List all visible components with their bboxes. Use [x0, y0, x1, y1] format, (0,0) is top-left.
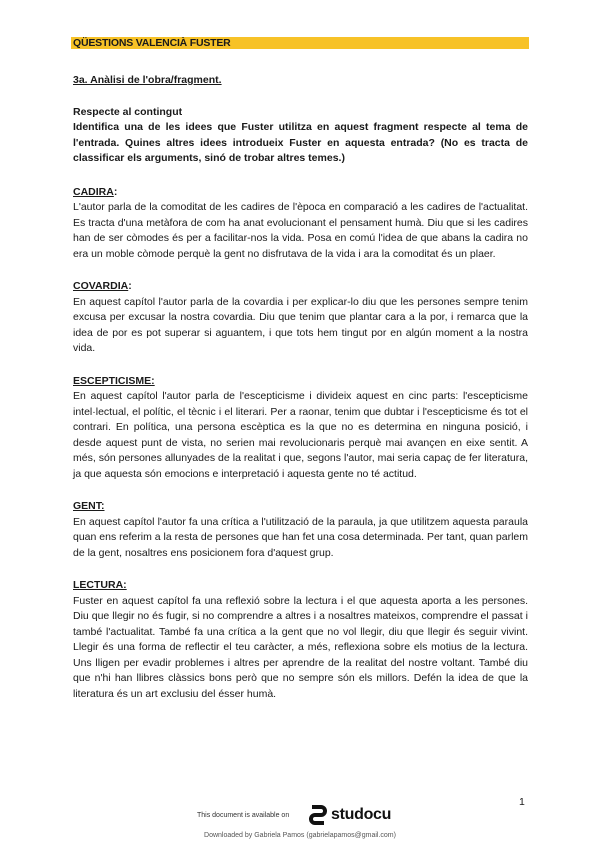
- block-title: [73, 374, 528, 390]
- block-text: L'autor parla de la comoditat de les cadires de l'època en comparació a les cadires de l'actualitat. Es tracta d'una metàfora de com ha anat evolucionant el pensament humà. Diu que si les cadires han de ser còmodes és per a facilitar-nos la vida. Posa en comú l'idea de que abans la cadira no era un moble còmode perquè la gent no disfrutava de la vida i ara la comoditat és un plaer.: [73, 201, 528, 260]
- section-title: 3a. Anàlisi de l'obra/fragment.: [73, 74, 222, 86]
- page-number: 1: [519, 796, 525, 808]
- block-text: Fuster en aquest capítol fa una reflexió sobre la lectura i el que aquesta aporta a les persones. Diu que llegir no és fugir, si no comprendre a altres i a nosaltres mateixos, comprendre el passat i també l'actualitat. També fa una crítica a la gent que no vol llegir, diu que llegir és seguir vivint. Llegir és una forma de reflectir el teu caràcter, a més, reflexiona sobre els motius de la lectura. Uns lligen per evadir problemes i altres per aprendre de la realitat del nostre voltant. També diu que n'hi han llibres clàssics bons però que no sempre són els millors. Defén la idea de que la literatura és un art exclusiu del ésser humà.: [73, 594, 528, 700]
- block-title-suffix: :: [128, 280, 132, 292]
- block-text: En aquest capítol l'autor parla de l'escepticisme i divideix aquest en cinc parts: l'escepticisme intel·lectual, el polític, el tècnic i el literari. Per a raonar, tenim que dubtar i l'escepticisme és tot el contrari. En política, una persona escèptica es la que no es determina en ninguna posició, i desde aquest punt de vista, no serien mai revolucionaris perquè mai avançen en eixe sentit. A més, són persones allunyades de la realitat i que, segons l'autor, mai seria capaç de fer literatura, ja que aquesta són emocions e interpretació i aquesta gente no té actitud.: [73, 390, 528, 480]
- section-question: Identifica una de les idees que Fuster utilitza en aquest fragment respecte al tema de l'entrada. Quines altres idees introdueix Fuster en aquesta entrada? (No es tracta de classificar els arguments, sinó de trobar altres temes.): [73, 121, 528, 164]
- block-covardia: [73, 279, 528, 357]
- block-title: [73, 279, 528, 295]
- block-title-text: ESCEPTICISME:: [73, 374, 155, 387]
- block-title: [73, 578, 528, 594]
- document-title: QÜESTIONS VALENCIÀ FUSTER: [73, 37, 231, 49]
- block-title-text: COVARDIA: [73, 280, 129, 292]
- document-body: [73, 73, 528, 719]
- studocu-logo-icon: [308, 804, 328, 826]
- block-title-text: CADIRA: [73, 185, 114, 198]
- block-title: [73, 499, 528, 515]
- block-text: En aquest capítol l'autor fa una crítica a l'utilització de la paraula, ja que utilitzem aquesta paraula quan ens referim a la resta de persones que han fet una cosa determinada. Per tant, quan parlem de la gent, nosaltres ens posicionem fora d'aquest grup.: [73, 515, 528, 559]
- block-title-text: LECTURA:: [73, 579, 127, 591]
- block-lectura: [73, 578, 528, 702]
- block-text: En aquest capítol l'autor parla de la covardia i per explicar-lo diu que les persones sempre tenim excusa per excusar la nostra covardia. Diu que tenim que plantar cara a la por, i remarca que la idea de por es pot superar si aguantem, i que tots hem tingut por en algún moment a la nostra vida.: [73, 295, 528, 354]
- block-cadira: [73, 185, 528, 263]
- section-lead: Respecte al contingut: [73, 105, 183, 118]
- footer-available-text: This document is available on: [197, 812, 290, 819]
- block-gent: [73, 499, 528, 561]
- studocu-logo[interactable]: [308, 804, 391, 826]
- block-title-text: GENT:: [73, 500, 105, 512]
- block-escepticisme: [73, 374, 528, 483]
- studocu-logo-text: studocu: [331, 806, 392, 823]
- block-title: [73, 185, 528, 201]
- block-title-suffix: :: [113, 185, 118, 198]
- footer-download-text: Downloaded by Gabriela Pamos (gabrielapamos@gmail.com): [204, 832, 396, 839]
